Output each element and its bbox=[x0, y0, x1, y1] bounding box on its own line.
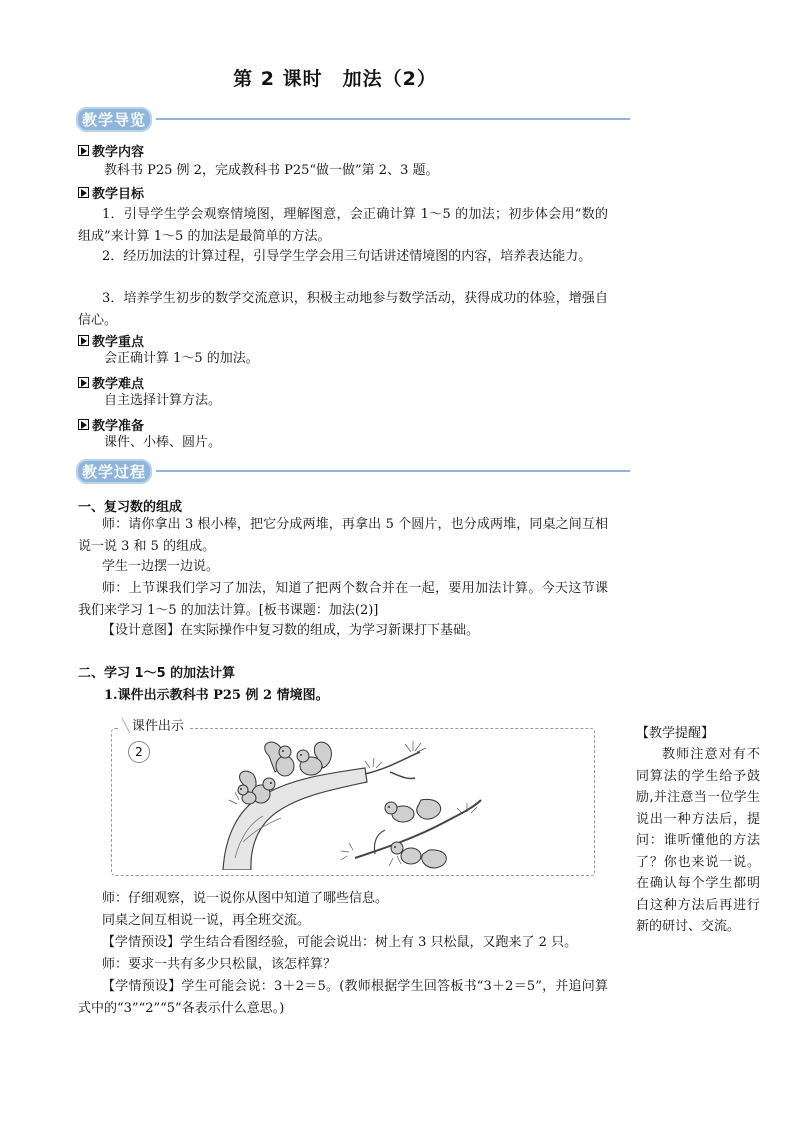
heading-text: 教学目标 bbox=[92, 187, 145, 202]
learning-prediction: 【学情预设】学生可能会说：3＋2＝5。(教师根据学生回答板书“3＋2＝5”，并追问算式中的“3”“2”“5”各表示什么意思。) bbox=[78, 979, 608, 1016]
difficulty-text: 自主选择计算方法。 bbox=[104, 393, 222, 408]
s2-paragraph: 同桌之间互相说一说，再全班交流。 bbox=[102, 913, 311, 928]
preparation-text: 课件、小棒、圆片。 bbox=[104, 435, 222, 450]
banner-rule bbox=[156, 118, 630, 120]
section-1-heading: 一、复习数的组成 bbox=[78, 500, 183, 515]
section-banner-process bbox=[76, 459, 630, 483]
label-slash-icon: ╲ bbox=[122, 719, 130, 734]
play-box-icon bbox=[78, 377, 89, 388]
courseware-label-text: 课件出示 bbox=[131, 719, 184, 734]
play-box-icon bbox=[78, 335, 89, 346]
heading-goals bbox=[78, 183, 144, 202]
heading-text: 教学难点 bbox=[92, 377, 145, 392]
s1-paragraph: 师：上节课我们学习了加法，知道了把两个数合并在一起，要用加法计算。今天这节课我们来学习 1～5 的加法计算。[板书课题：加法(2)] bbox=[78, 581, 608, 618]
design-intent: 【设计意图】在实际操作中复习数的组成，为学习新课打下基础。 bbox=[102, 623, 480, 638]
section-2-heading: 二、学习 1～5 的加法计算 bbox=[78, 666, 236, 681]
play-box-icon bbox=[78, 419, 89, 430]
goal-2: 2．经历加法的计算过程，引导学生学会用三句话讲述情境图的内容，培养表达能力。 bbox=[102, 249, 592, 264]
s1-paragraph: 师：请你拿出 3 根小棒，把它分成两堆，再拿出 5 个圆片，也分成两堆，同桌之间互相说一说 3 和 5 的组成。 bbox=[78, 517, 608, 554]
play-box-icon bbox=[78, 187, 89, 198]
courseware-label bbox=[118, 715, 188, 734]
banner-label: 教学过程 bbox=[76, 459, 152, 484]
heading-text: 教学准备 bbox=[92, 419, 145, 434]
squirrels-illustration bbox=[215, 738, 485, 870]
goal-1: 1．引导学生学会观察情境图，理解图意，会正确计算 1～5 的加法；初步体会用“数的组成”来计算 1～5 的加法是最简单的方法。 bbox=[78, 207, 608, 244]
s2-paragraph: 师：仔细观察，说一说你从图中知道了哪些信息。 bbox=[102, 891, 389, 906]
heading-content bbox=[78, 141, 144, 160]
heading-text: 教学内容 bbox=[92, 145, 145, 160]
learning-prediction: 【学情预设】学生结合看图经验，可能会说出：树上有 3 只松鼠，又跑来了 2 只。 bbox=[102, 935, 578, 950]
section-2-subheading: 1.课件出示教科书 P25 例 2 情境图。 bbox=[104, 688, 329, 703]
banner-rule bbox=[156, 470, 630, 472]
play-box-icon bbox=[78, 145, 89, 156]
content-text: 教科书 P25 例 2，完成教科书 P25“做一做”第 2、3 题。 bbox=[104, 163, 439, 178]
sidebar-text: 教师注意对有不同算法的学生给予鼓励,并注意当一位学生说出一种方法后，提问：谁听懂他的方法了？你也来说一说。在确认每个学生都明白这种方法后再进行新的研讨、交流。 bbox=[636, 747, 760, 934]
goal-3: 3．培养学生初步的数学交流意识，积极主动地参与数学活动，获得成功的体验，增强自信心。 bbox=[78, 291, 608, 328]
page-title: 第 2 课时 加法（2） bbox=[233, 68, 437, 90]
example-number-badge: 2 bbox=[128, 741, 150, 763]
banner-label: 教学导览 bbox=[76, 107, 152, 132]
s1-paragraph: 学生一边摆一边说。 bbox=[102, 559, 220, 574]
s2-paragraph: 师：要求一共有多少只松鼠，该怎样算？ bbox=[102, 957, 337, 972]
heading-text: 教学重点 bbox=[92, 335, 145, 350]
section-banner-guide bbox=[76, 107, 630, 131]
key-text: 会正确计算 1～5 的加法。 bbox=[104, 351, 259, 366]
sidebar-title: 【教学提醒】 bbox=[636, 726, 715, 741]
